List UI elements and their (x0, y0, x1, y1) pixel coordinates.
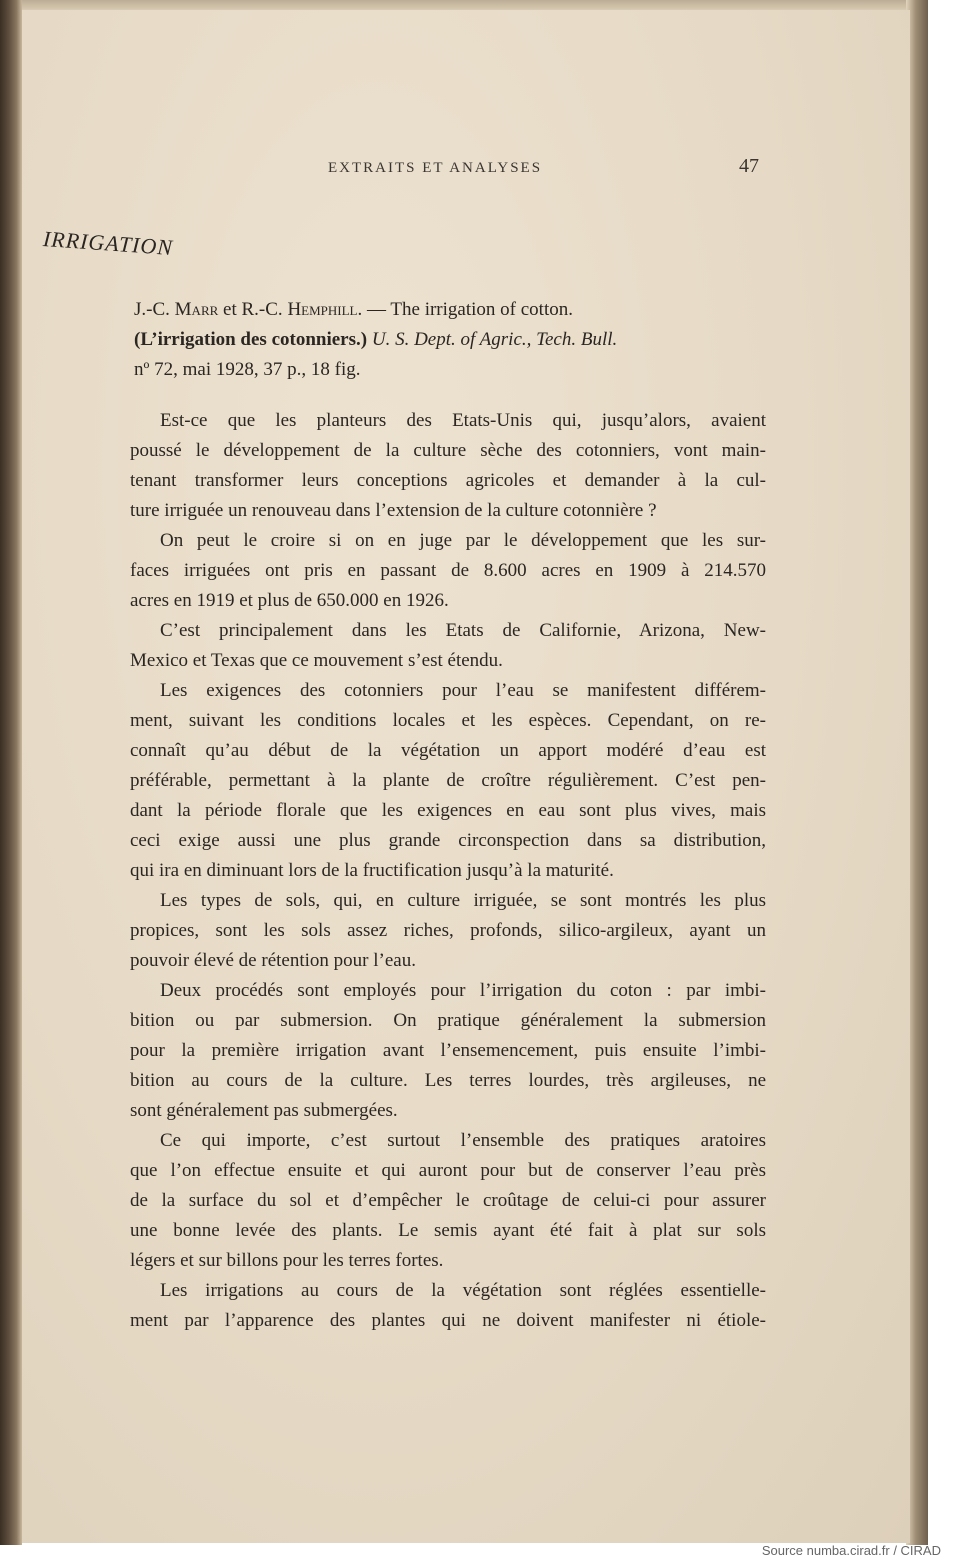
body-line: une bonne levée des plants. Le semis ayant été fait à plat sur sols (130, 1220, 766, 1241)
body-line: préférable, permettant à la plante de croître régulièrement. C’est pen- (130, 770, 766, 791)
author-conjunction: et (223, 299, 237, 320)
scan-left-edge (0, 0, 22, 1545)
book-page (22, 10, 910, 1543)
source-credit: Source numba.cirad.fr / CIRAD (761, 1543, 941, 1558)
section-title: IRRIGATION (42, 226, 174, 261)
author-1-name: Marr (174, 299, 219, 320)
body-line: que l’on effectue ensuite et qui auront pour but de conserver l’eau près (130, 1160, 766, 1181)
citation-details: nº 72, mai 1928, 37 p., 18 fig. (134, 359, 361, 380)
bibliographic-citation (134, 295, 764, 385)
body-line: Deux procédés sont employés pour l’irrigation du coton : par imbi- (160, 980, 766, 1001)
citation-title-fr: (L’irrigation des cotonniers.) (134, 329, 368, 350)
body-line: qui ira en diminuant lors de la fructification jusqu’à la maturité. (130, 860, 614, 881)
body-line: Les irrigations au cours de la végétation sont réglées essentielle- (160, 1280, 766, 1301)
body-line: acres en 1919 et plus de 650.000 en 1926. (130, 590, 449, 611)
author-1-initials: J.-C. (134, 299, 170, 320)
body-line: Mexico et Texas que ce mouvement s’est étendu. (130, 650, 503, 671)
body-line: sont généralement pas submergées. (130, 1100, 398, 1121)
body-line: légers et sur billons pour les terres fortes. (130, 1250, 444, 1271)
citation-title-en: — The irrigation of cotton. (367, 299, 573, 320)
body-line: Est-ce que les planteurs des Etats-Unis qui, jusqu’alors, avaient (160, 410, 766, 431)
body-line: ceci exige aussi une plus grande circonspection dans sa distribution, (130, 830, 766, 851)
body-line: connaît qu’au début de la végétation un apport modéré d’eau est (130, 740, 766, 761)
body-line: propices, sont les sols assez riches, profonds, silico-argileux, ayant un (130, 920, 766, 941)
author-2-initials: R.-C. (241, 299, 283, 320)
body-line: pouvoir élevé de rétention pour l’eau. (130, 950, 416, 971)
body-line: tenant transformer leurs conceptions agricoles et demander à la cul- (130, 470, 766, 491)
body-line: C’est principalement dans les Etats de Californie, Arizona, New- (160, 620, 766, 641)
body-line: On peut le croire si on en juge par le développement que les sur- (160, 530, 766, 551)
body-line: Ce qui importe, c’est surtout l’ensemble des pratiques aratoires (160, 1130, 766, 1151)
body-line: bition au cours de la culture. Les terres lourdes, très argileuses, ne (130, 1070, 766, 1091)
body-line: faces irriguées ont pris en passant de 8.600 acres en 1909 à 214.570 (130, 560, 766, 581)
body-line: Les exigences des cotonniers pour l’eau se manifestent différem- (160, 680, 766, 701)
page-number: 47 (739, 155, 759, 177)
citation-source: U. S. Dept. of Agric., Tech. Bull. (371, 329, 618, 350)
body-line: pour la première irrigation avant l’ensemencement, puis ensuite l’imbi- (130, 1040, 766, 1061)
article-body (130, 406, 766, 1336)
body-line: poussé le développement de la culture sèche des cotonniers, vont main- (130, 440, 766, 461)
body-line: ture irriguée un renouveau dans l’extension de la culture cotonnière ? (130, 500, 657, 521)
author-2-name: Hemphill. (287, 299, 363, 320)
body-line: bition ou par submersion. On pratique généralement la submersion (130, 1010, 766, 1031)
body-line: de la surface du sol et d’empêcher le croûtage de celui-ci pour assurer (130, 1190, 766, 1211)
body-line: ment par l’apparence des plantes qui ne doivent manifester ni étiole- (130, 1310, 766, 1331)
body-line: Les types de sols, qui, en culture irriguée, se sont montrés les plus (160, 890, 766, 911)
running-head: EXTRAITS ET ANALYSES (328, 160, 543, 176)
body-line: dant la période florale que les exigences en eau sont plus vives, mais (130, 800, 766, 821)
body-line: ment, suivant les conditions locales et les espèces. Cependant, on re- (130, 710, 766, 731)
